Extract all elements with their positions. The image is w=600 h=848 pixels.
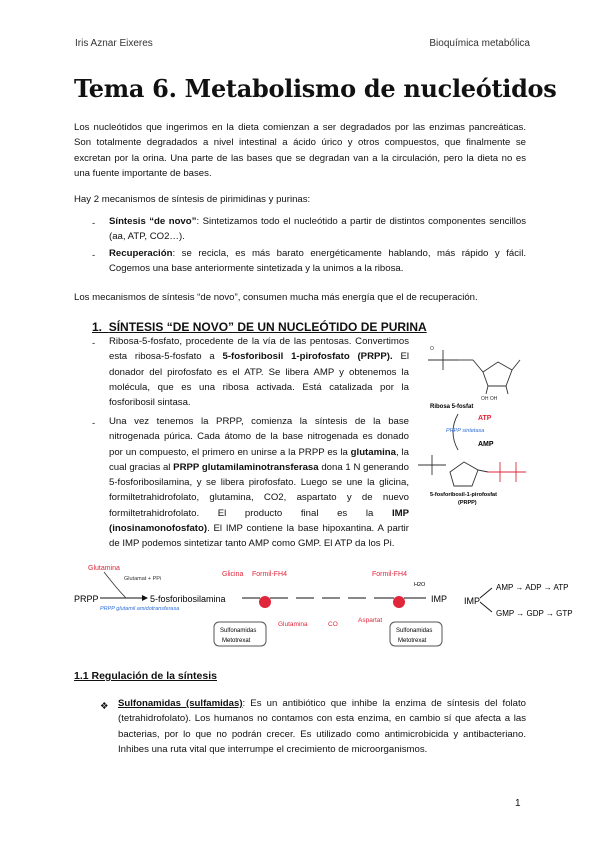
page-title: Tema 6. Metabolismo de nucleótidos <box>74 74 557 103</box>
prpp-label: 5-fosforibosil-1-pirofosfat <box>430 492 497 498</box>
text-run: . El IMP contiene la base hipoxantina. A partir de IMP podemos sintetizar tanto AMP como GMP. El ATP da los Pi. <box>109 523 409 550</box>
prpp-bullet <box>109 334 409 410</box>
section-number: 1. <box>92 320 103 334</box>
section-title: SÍNTESIS “DE NOVO” DE UN NUCLEÓTIDO DE PURINA <box>108 320 427 334</box>
text-bold: PRPP glutamilaminotransferasa <box>173 461 319 473</box>
header-author: Iris Aznar Eixeres <box>75 38 153 49</box>
section-1-heading <box>92 320 427 334</box>
mechanism-term: Recuperación <box>109 248 173 259</box>
svg-text:OH OH: OH OH <box>481 396 498 402</box>
bullet-dash: - <box>92 418 96 429</box>
formil-fh4-label-1: Formil-FH4 <box>252 571 287 578</box>
energy-note: Los mecanismos de síntesis “de novo”, consumen mucha más energía que el de recuperación. <box>74 292 478 303</box>
imp-node: IMP <box>431 594 448 604</box>
amidotransferase-label: PRPP glutamil amidotransferasa <box>100 606 180 612</box>
aspartat-label: Aspartat <box>358 617 383 624</box>
gmp-gdp-gtp-row: GMP → GDP → GTP <box>496 609 573 618</box>
text-bold: 5-fosforibosil 1-pirofosfato (PRPP). <box>222 351 393 363</box>
ribose-label: Ribosa 5-fosfat <box>430 404 474 410</box>
diamond-bullet: ❖ <box>100 701 109 712</box>
mechanisms-intro: Hay 2 mecanismos de síntesis de pirimidinas y purinas: <box>74 194 311 205</box>
sulfonamidas-label-2: Sulfonamidas <box>396 628 433 634</box>
text-bold: IMP (inosinamonofosfato) <box>109 507 409 535</box>
glicina-label: Glicina <box>222 571 244 578</box>
prpp-synthetase-label: PRPP sintetasa <box>446 428 485 434</box>
text-run: Ribosa-5-fosfato, procedente de la vía de las pentosas. Convertimos esta ribosa-5-fosfato a <box>109 336 409 363</box>
metotrexat-label-2: Metotrexat <box>398 638 427 644</box>
text-run: Una vez tenemos la PRPP, comienza la síntesis de la base nitrogenada púrica. Cada átomo de la base nitrogenada es donado por un compuesto, el primero en unirse a la PRPP es la <box>109 416 409 458</box>
bullet-dash: - <box>92 250 96 261</box>
atp-label: ATP <box>478 415 492 422</box>
co2-label: CO <box>328 621 338 628</box>
mechanism-term: Síntesis “de novo” <box>109 216 197 227</box>
mechanism-text: : se recicla, es más barato energéticamente hablando, más rápido y fácil. Cogemos una base anteriormente sintetizada y la unimos a la ribosa. <box>109 248 526 275</box>
ribose-5-phosphate <box>428 350 520 394</box>
header-subject: Bioquímica metabólica <box>429 38 530 49</box>
glutamina-label-2: Glutamina <box>278 621 308 628</box>
imp-node-2: IMP <box>464 596 481 606</box>
fosforibosilamina-node: 5-fosforibosilamina <box>150 594 226 604</box>
mechanism-text: : Sintetizamos todo el nucleótido a partir de distintos componentes sencillos (aa, ATP, CO2…). <box>109 216 526 243</box>
text-bold: glutamina <box>350 446 396 458</box>
amp-label: AMP <box>478 441 494 448</box>
metotrexat-label-1: Metotrexat <box>222 638 251 644</box>
glutamat-ppi-label: Glutamat + PPi <box>124 576 162 582</box>
text-run: , la cual gracias al <box>109 446 409 473</box>
inhibition-dot <box>259 596 271 608</box>
formil-fh4-label-2: Formil-FH4 <box>372 571 407 578</box>
text-run: dona 1 N generando 5-fosforibosilamina, y se libera pirofosfato. Luego se une la glicina, formiltetrahidrofolato, glutamina, CO2, aspartato y de nuevo formiltetrahidrofolato. El producto final es la <box>109 461 409 519</box>
bullet-dash: - <box>92 338 96 349</box>
prpp-molecule <box>418 455 526 486</box>
regulation-paragraph <box>118 696 526 757</box>
mechanism-recuperacion <box>109 246 526 277</box>
prpp-structure-figure <box>418 340 528 508</box>
text-run: El donador del pirofosfato es el ATP. Se libera AMP y obtenemos la molécula, que es una ribosa activada. Está catalizada por la fosforibosil sintasa. <box>109 351 409 409</box>
bullet-dash: - <box>92 218 96 229</box>
amp-adp-atp-row: AMP → ADP → ATP <box>496 583 569 592</box>
mechanism-denovo <box>109 214 526 245</box>
page-number: 1 <box>515 798 521 809</box>
section-1-1-heading: 1.1 Regulación de la síntesis <box>74 670 217 682</box>
imp-bullet-a <box>109 414 409 552</box>
svg-text:O: O <box>430 346 434 352</box>
text-bold: Sulfonamidas (sulfamidas) <box>118 698 243 709</box>
text-run: : Es un antibiótico que inhibe la enzima de síntesis del folato (tetrahidrofolato). Los humanos no contamos con esta enzima, en cambio sí que afecta a las bacterias, por lo que no podrán crecer. Es utilizado como antimicrobicida y antibacteriano. Inhibes una ruta vital que interrumpe el crecimiento de microorganismos. <box>118 698 526 755</box>
prpp-abbr: (PRPP) <box>458 500 477 506</box>
purine-pathway-figure <box>74 560 573 656</box>
sulfonamidas-label-1: Sulfonamidas <box>220 628 257 634</box>
prpp-node: PRPP <box>74 594 99 604</box>
glutamina-label: Glutamina <box>88 565 120 572</box>
inhibition-dot <box>393 596 405 608</box>
intro-paragraph: Los nucleótidos que ingerimos en la dieta comienzan a ser degradados por las enzimas pancreáticas. Son totalmente degradados a nivel intestinal a ácido úrico y otros compuestos, que finalmente se excretan por la orina. Una parte de las bases que se degradan van a la circulación, pero la dieta no es una fuente importante de bases. <box>74 122 526 179</box>
h2o-label: H2O <box>414 582 426 588</box>
